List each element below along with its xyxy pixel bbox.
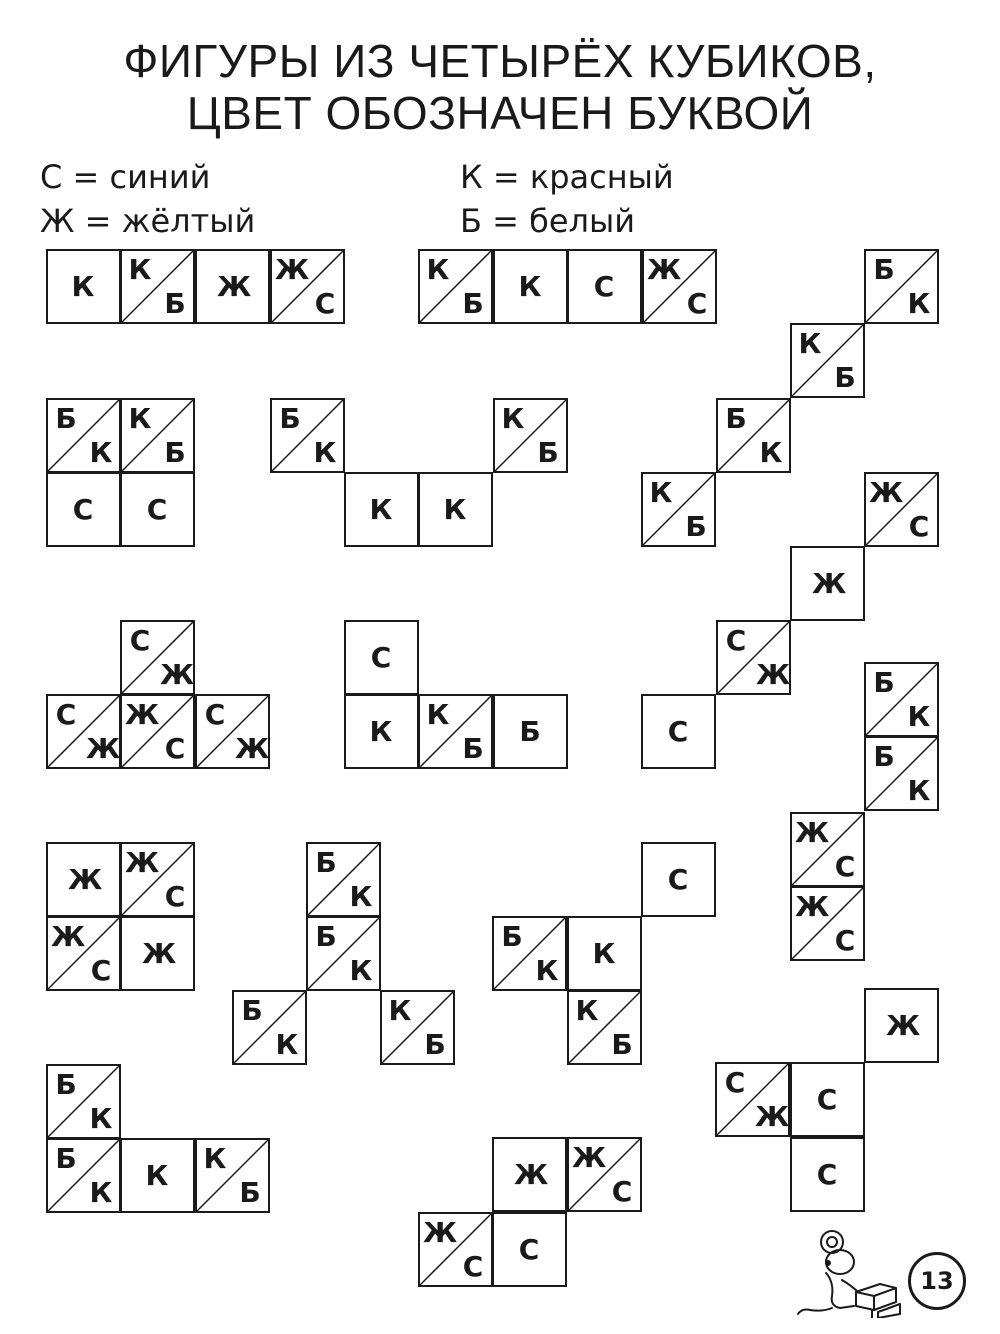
cell-label-top-left: Ж — [125, 846, 160, 879]
cell-label-top-left: Б — [873, 666, 895, 699]
page-title-line-2: ЦВЕТ ОБОЗНАЧЕН БУКВОЙ — [186, 87, 814, 139]
cube-cell — [120, 620, 195, 695]
cube-cell — [120, 694, 195, 769]
cell-label: С — [370, 641, 392, 674]
cell-label-top-left: К — [426, 253, 450, 286]
cube-cell — [120, 842, 195, 917]
cell-label-top-left: Ж — [869, 476, 904, 509]
cube-cell — [120, 472, 195, 547]
cell-label-top-left: К — [128, 253, 152, 286]
cell-label-top-left: К — [575, 994, 599, 1027]
cube-cell — [567, 249, 642, 324]
cube-cell — [715, 1062, 790, 1137]
cell-label-top-left: Б — [725, 402, 747, 435]
cell-label: Б — [519, 715, 541, 748]
cube-cell — [418, 694, 493, 769]
cube-cell — [790, 812, 865, 887]
cell-label-top-left: Б — [315, 846, 337, 879]
cell-label-bottom-right: Б — [611, 1028, 633, 1061]
cube-cell — [46, 694, 121, 769]
cube-cell — [306, 916, 381, 991]
cube-cell — [418, 249, 493, 324]
cell-label-bottom-right: Ж — [86, 732, 121, 765]
cell-label-top-left: К — [426, 698, 450, 731]
cube-cell — [46, 842, 121, 917]
cell-label-bottom-right: Б — [164, 287, 186, 320]
cell-label-bottom-right: К — [275, 1028, 299, 1061]
cell-label-top-left: Б — [501, 920, 523, 953]
cell-label: Ж — [514, 1158, 549, 1191]
cell-label-bottom-right: С — [834, 924, 856, 957]
cell-label-top-left: К — [388, 994, 412, 1027]
cube-cell — [46, 249, 121, 324]
cell-label-top-left: К — [649, 476, 673, 509]
cell-label-top-left: С — [725, 624, 747, 657]
cell-label-bottom-right: Ж — [755, 1100, 790, 1133]
cell-label-top-left: Б — [279, 402, 301, 435]
cube-cell — [493, 249, 568, 324]
cube-cell — [46, 1138, 121, 1213]
cube-cell — [790, 546, 865, 621]
legend-yellow: Ж = жёлтый — [40, 202, 256, 240]
cell-label: С — [593, 270, 615, 303]
cube-cell — [790, 323, 865, 398]
cube-cell — [232, 990, 307, 1065]
cell-label-bottom-right: Ж — [160, 658, 195, 691]
cube-cell — [716, 398, 791, 473]
cell-label-top-left: С — [55, 698, 77, 731]
cube-cell — [46, 472, 121, 547]
cube-cell — [492, 916, 567, 991]
cell-label: С — [146, 493, 168, 526]
cell-label-top-left: К — [203, 1142, 227, 1175]
cell-label-bottom-right: С — [164, 732, 186, 765]
cube-cell — [641, 472, 716, 547]
cube-cell — [864, 472, 939, 547]
cell-label-top-left: К — [128, 402, 152, 435]
cell-label: К — [71, 270, 95, 303]
cell-label-top-left: К — [501, 402, 525, 435]
cube-cell — [46, 916, 121, 991]
cell-label-top-left: Б — [315, 920, 337, 953]
cube-cell — [344, 620, 419, 695]
cell-label-top-left: Ж — [572, 1141, 607, 1174]
cube-cell — [120, 249, 195, 324]
cube-cell — [344, 694, 419, 769]
cube-cell — [120, 1138, 195, 1213]
cell-label-bottom-right: Б — [834, 361, 856, 394]
cell-label-bottom-right: Б — [685, 510, 707, 543]
cell-label: Ж — [217, 270, 252, 303]
cell-label-top-left: С — [129, 624, 151, 657]
cell-label-top-left: Б — [873, 740, 895, 773]
cell-label: С — [667, 863, 689, 896]
cell-label-bottom-right: К — [89, 436, 113, 469]
cube-cell — [418, 472, 493, 547]
cell-label-bottom-right: Ж — [235, 732, 270, 765]
cell-label-top-left: Ж — [275, 253, 310, 286]
cell-label-bottom-right: К — [907, 774, 931, 807]
cell-label-bottom-right: Б — [239, 1176, 261, 1209]
cell-label: С — [518, 1233, 540, 1266]
cube-cell — [120, 916, 195, 991]
cell-label-bottom-right: С — [908, 510, 930, 543]
cube-cell — [492, 1212, 567, 1287]
cell-label: С — [816, 1083, 838, 1116]
cell-label-top-left: Б — [55, 1142, 77, 1175]
cube-cell — [493, 694, 568, 769]
cell-label: С — [72, 493, 94, 526]
cell-label-bottom-right: К — [349, 954, 373, 987]
cell-label-bottom-right: К — [349, 880, 373, 913]
cube-cell — [344, 472, 419, 547]
cube-cell — [46, 398, 121, 473]
cube-cell — [716, 620, 791, 695]
cell-label: Ж — [68, 863, 103, 896]
cell-label-bottom-right: С — [462, 1250, 484, 1283]
cube-cell — [641, 842, 716, 917]
cube-cell — [306, 842, 381, 917]
cell-label-top-left: Б — [873, 253, 895, 286]
cell-label-bottom-right: Б — [462, 287, 484, 320]
cell-label-top-left: Ж — [647, 253, 682, 286]
cube-cell — [642, 249, 717, 324]
cell-label-top-left: Б — [241, 994, 263, 1027]
cell-label-bottom-right: С — [834, 850, 856, 883]
cell-label: К — [592, 937, 616, 970]
cell-label: Ж — [886, 1009, 921, 1042]
cell-label-bottom-right: Б — [537, 436, 559, 469]
cell-label-bottom-right: К — [535, 954, 559, 987]
mouse-with-blocks-illustration — [796, 1226, 906, 1318]
cell-label: Ж — [812, 567, 847, 600]
cube-cell — [864, 249, 939, 324]
cube-cell — [493, 398, 568, 473]
cell-label-bottom-right: С — [314, 287, 336, 320]
cell-label-bottom-right: С — [611, 1175, 633, 1208]
cube-cell — [790, 1062, 865, 1137]
cell-label-top-left: Ж — [795, 890, 830, 923]
cell-label-bottom-right: Б — [424, 1028, 446, 1061]
cell-label-top-left: Ж — [423, 1216, 458, 1249]
cube-cell — [270, 249, 345, 324]
cube-cell — [270, 398, 345, 473]
cell-label-bottom-right: Ж — [756, 658, 791, 691]
cell-label: К — [145, 1159, 169, 1192]
cube-cell — [492, 1137, 567, 1212]
cell-label: К — [369, 715, 393, 748]
cube-cell — [790, 886, 865, 961]
cell-label-bottom-right: С — [686, 287, 708, 320]
cell-label-bottom-right: К — [313, 436, 337, 469]
legend-white: Б = белый — [460, 202, 636, 240]
cell-label-top-left: Б — [55, 1068, 77, 1101]
cell-label-bottom-right: С — [90, 954, 112, 987]
cell-label-bottom-right: Б — [164, 436, 186, 469]
page-number-badge: 13 — [908, 1252, 966, 1310]
cube-cell — [195, 694, 270, 769]
cell-label-top-left: С — [204, 698, 226, 731]
cell-label-top-left: Ж — [51, 920, 86, 953]
cube-cell — [864, 988, 939, 1063]
page-title-line-1: ФИГУРЫ ИЗ ЧЕТЫРЁХ КУБИКОВ, — [123, 35, 877, 87]
cell-label-top-left: Ж — [795, 816, 830, 849]
cube-cell — [864, 736, 939, 811]
cell-label: К — [369, 493, 393, 526]
cube-cell — [567, 916, 642, 991]
cell-label: К — [518, 270, 542, 303]
cube-cell — [864, 662, 939, 737]
cell-label-top-left: Б — [55, 402, 77, 435]
cell-label-bottom-right: К — [759, 436, 783, 469]
cube-cell — [641, 694, 716, 769]
cell-label: С — [667, 715, 689, 748]
cube-cell — [380, 990, 455, 1065]
cell-label: Ж — [142, 937, 177, 970]
cube-cell — [46, 1064, 121, 1139]
cube-cell — [418, 1212, 493, 1287]
cube-cell — [195, 1138, 270, 1213]
cube-cell — [567, 990, 642, 1065]
cell-label-bottom-right: С — [164, 880, 186, 913]
cube-cell — [790, 1137, 865, 1212]
cell-label-bottom-right: К — [89, 1176, 113, 1209]
cell-label-top-left: К — [798, 327, 822, 360]
cell-label-bottom-right: Б — [462, 732, 484, 765]
cell-label-bottom-right: К — [907, 700, 931, 733]
cell-label-bottom-right: К — [907, 287, 931, 320]
cell-label-top-left: Ж — [125, 698, 160, 731]
cell-label: С — [816, 1158, 838, 1191]
cube-cell — [195, 249, 270, 324]
legend-red: К = красный — [460, 158, 674, 196]
legend-blue: С = синий — [40, 158, 211, 196]
cell-label-bottom-right: К — [89, 1102, 113, 1135]
cell-label: К — [443, 493, 467, 526]
cube-cell — [567, 1137, 642, 1212]
cell-label-top-left: С — [724, 1066, 746, 1099]
cube-cell — [120, 398, 195, 473]
